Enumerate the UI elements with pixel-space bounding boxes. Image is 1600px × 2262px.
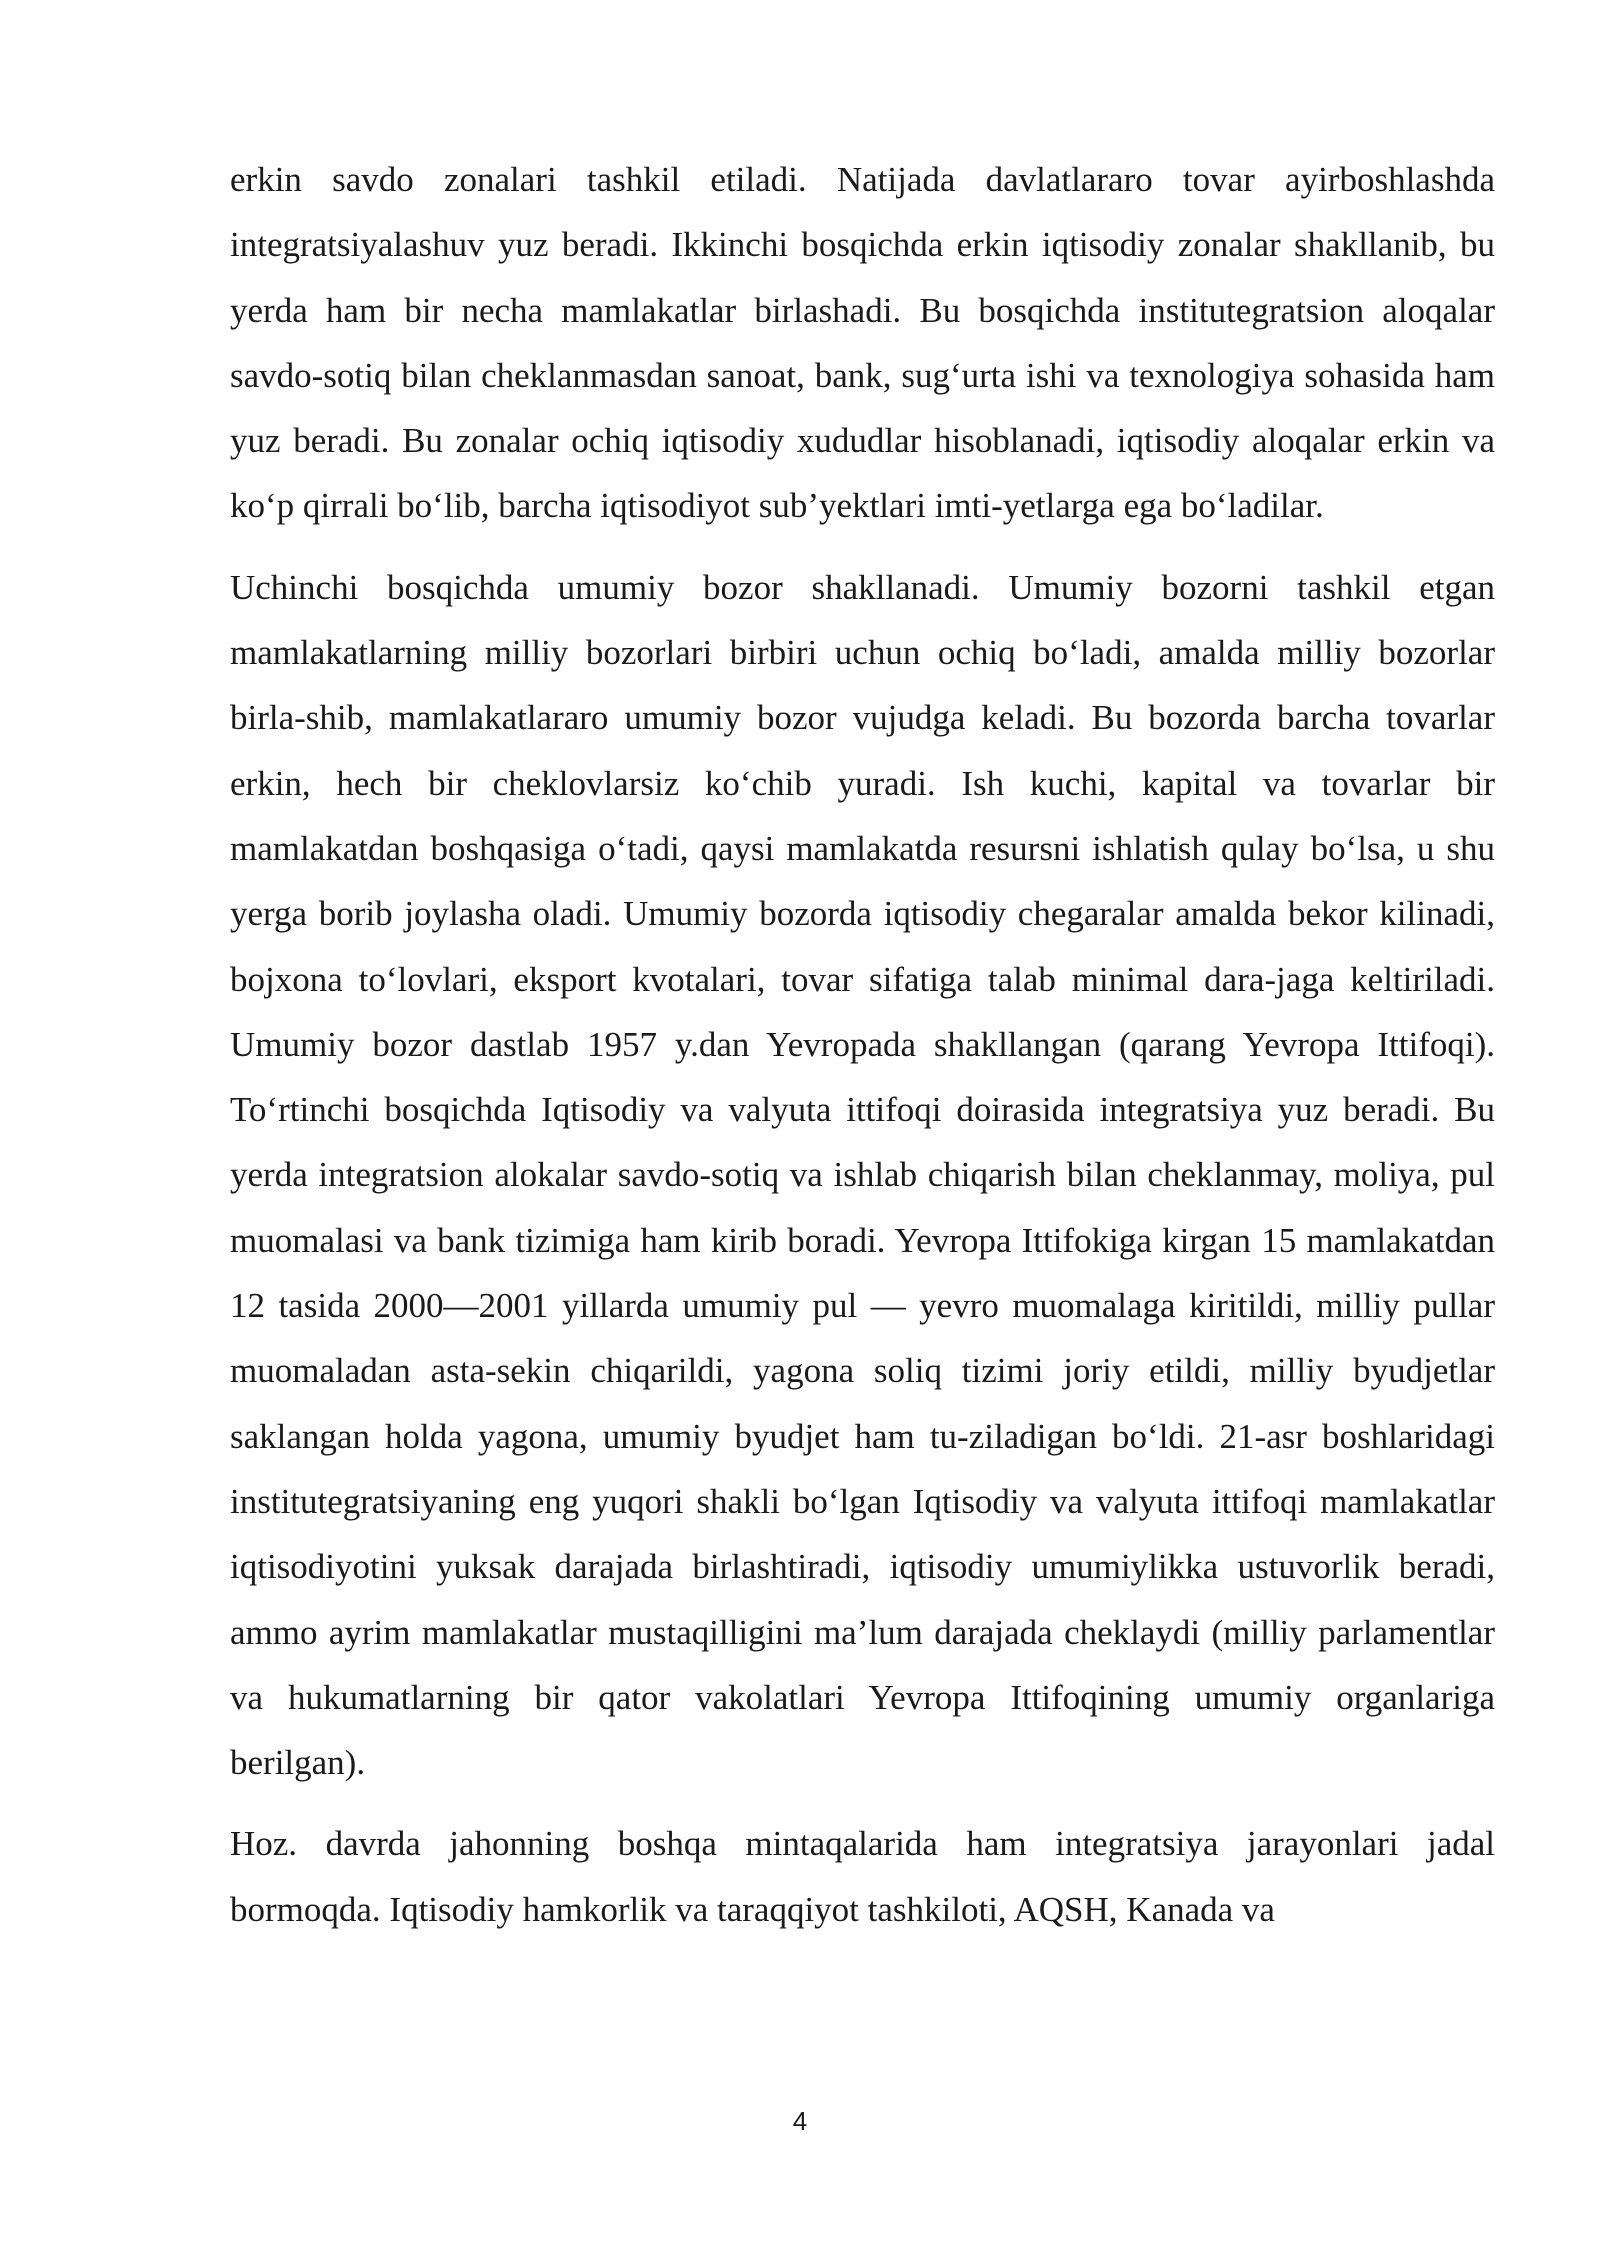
document-body <box>230 147 1495 1942</box>
paragraph-3: Hoz. davrda jahonning boshqa mintaqalarida ham integratsiya jarayonlari jadal bormoqda. Iqtisodiy hamkorlik va taraqqiyot tashkiloti, AQSH, Kanada va <box>230 1824 1495 1929</box>
page-number: 4 <box>792 2106 808 2136</box>
paragraph-1: erkin savdo zonalari tashkil etiladi. Natijada davlatlararo tovar ayirboshlashda integratsiyalashuv yuz beradi. Ikkinchi bosqichda erkin iqtisodiy zonalar shakllanib, bu yerda ham bir necha mamlakatlar birlashadi. Bu bosqichda institutegratsion aloqalar savdo-sotiq bilan cheklanmasdan sanoat, bank, sug‘urta ishi va texnologiya sohasida ham yuz beradi. Bu zonalar ochiq iqtisodiy xududlar hisoblanadi, iqtisodiy aloqalar erkin va ko‘p qirrali bo‘lib, barcha iqtisodiyot sub’yektlari imti-yetlarga ega bo‘ladilar. <box>230 160 1495 526</box>
paragraph-2: Uchinchi bosqichda umumiy bozor shakllanadi. Umumiy bozorni tashkil etgan mamlakatlarning milliy bozorlari birbiri uchun ochiq bo‘ladi, amalda milliy bozorlar birla-shib, mamlakatlararo umumiy bozor vujudga keladi. Bu bozorda barcha tovarlar erkin, hech bir cheklovlarsiz ko‘chib yuradi. Ish kuchi, kapital va tovarlar bir mamlakatdan boshqasiga o‘tadi, qaysi mamlakatda resursni ishlatish qulay bo‘lsa, u shu yerga borib joylasha oladi. Umumiy bozorda iqtisodiy chegaralar amalda bekor kilinadi, bojxona to‘lovlari, eksport kvotalari, tovar sifatiga talab minimal dara-jaga keltiriladi. Umumiy bozor dastlab 1957 y.dan Yevropada shakllangan (qarang Yevropa Ittifoqi). To‘rtinchi bosqichda Iqtisodiy va valyuta ittifoqi doirasida integratsiya yuz beradi. Bu yerda integratsion alokalar savdo-sotiq va ishlab chiqarish bilan cheklanmay, moliya, pul muomalasi va bank tizimiga ham kirib boradi. Yevropa Ittifokiga kirgan 15 mamlakatdan 12 tasida 2000—2001 yillarda umumiy pul — yevro muomalaga kiritildi, milliy pullar muomaladan asta-sekin chiqarildi, yagona soliq tizimi joriy etildi, milliy byudjetlar saklangan holda yagona, umumiy byudjet ham tu-ziladigan bo‘ldi. 21-asr boshlaridagi institutegratsiyaning eng yuqori shakli bo‘lgan Iqtisodiy va valyuta ittifoqi mamlakatlar iqtisodiyotini yuksak darajada birlashtiradi, iqtisodiy umumiylikka ustuvorlik beradi, ammo ayrim mamlakatlar mustaqilligini ma’lum darajada cheklaydi (milliy parlamentlar va hukumatlarning bir qator vakolatlari Yevropa Ittifoqining umumiy organlariga berilgan). <box>230 567 1495 1783</box>
